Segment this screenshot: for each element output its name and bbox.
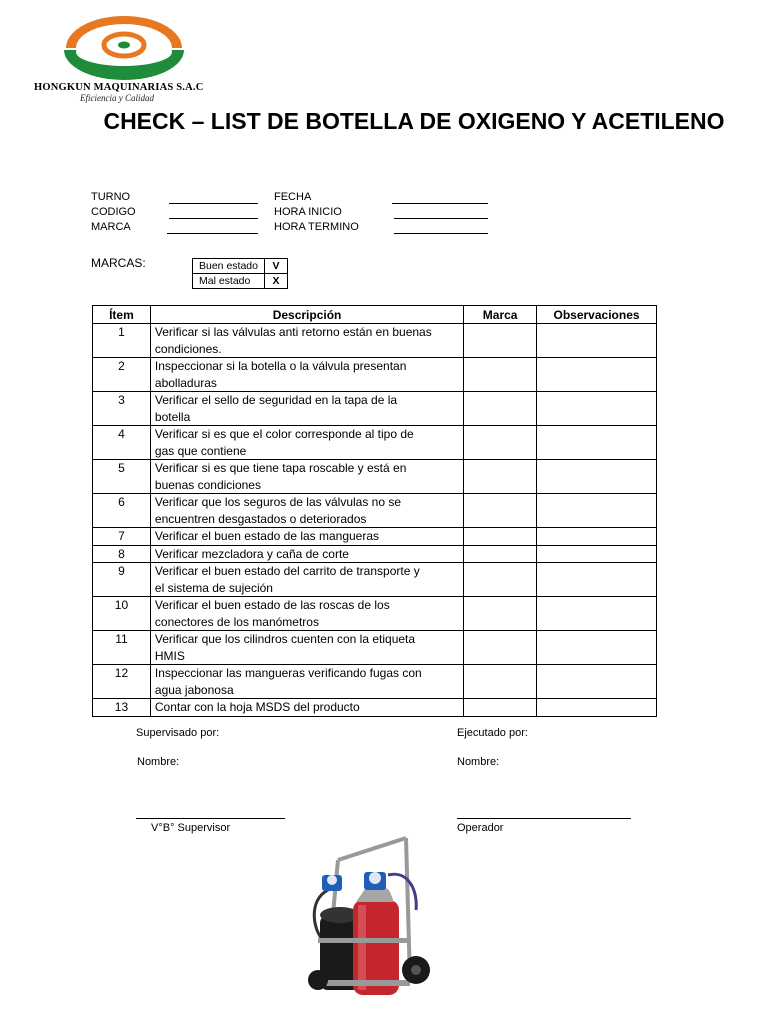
row-item-number: 5 xyxy=(93,460,151,494)
nombre-label-right: Nombre: xyxy=(457,756,500,768)
table-row xyxy=(93,699,657,717)
row-item-number: 6 xyxy=(93,494,151,528)
row-description-line: Verificar mezcladora y caña de corte xyxy=(154,546,349,561)
row-marca-cell[interactable] xyxy=(464,545,537,563)
row-marca-cell[interactable] xyxy=(464,392,537,426)
row-description xyxy=(150,528,463,546)
vb-supervisor-label: V°B° Supervisor xyxy=(151,822,231,834)
row-marca-cell[interactable] xyxy=(464,460,537,494)
row-description-line: abolladuras xyxy=(154,375,217,390)
row-description xyxy=(150,494,463,528)
row-description xyxy=(150,545,463,563)
row-description-line: agua jabonosa xyxy=(154,682,234,697)
row-observaciones-cell[interactable] xyxy=(537,597,657,631)
row-item-number: 11 xyxy=(93,631,151,665)
row-marca-cell[interactable] xyxy=(464,699,537,717)
operador-label: Operador xyxy=(457,822,504,834)
table-row xyxy=(93,494,657,528)
row-observaciones-cell[interactable] xyxy=(537,460,657,494)
field-line-hora-termino[interactable] xyxy=(394,233,488,234)
table-row xyxy=(93,597,657,631)
row-observaciones-cell[interactable] xyxy=(537,528,657,546)
operador-signature-line[interactable] xyxy=(457,818,631,819)
legend-code: V xyxy=(264,259,287,274)
row-description xyxy=(150,358,463,392)
row-item-number: 12 xyxy=(93,665,151,699)
row-description-line: botella xyxy=(154,409,191,424)
row-marca-cell[interactable] xyxy=(464,358,537,392)
checklist-table xyxy=(92,305,657,717)
row-description-line: HMIS xyxy=(154,648,185,663)
row-observaciones-cell[interactable] xyxy=(537,545,657,563)
legend-text: Buen estado xyxy=(193,259,265,274)
field-label-marca: MARCA xyxy=(91,221,131,233)
row-observaciones-cell[interactable] xyxy=(537,392,657,426)
header-marca: Marca xyxy=(464,306,537,324)
table-row xyxy=(93,545,657,563)
row-description-line: Verificar si es que tiene tapa roscable y está en xyxy=(154,461,407,475)
legend-text: Mal estado xyxy=(193,274,265,289)
company-name: HONGKUN MAQUINARIAS S.A.C xyxy=(34,82,204,93)
row-item-number: 8 xyxy=(93,545,151,563)
row-marca-cell[interactable] xyxy=(464,563,537,597)
row-observaciones-cell[interactable] xyxy=(537,665,657,699)
row-marca-cell[interactable] xyxy=(464,665,537,699)
row-description-line: conectores de los manómetros xyxy=(154,614,319,629)
row-marca-cell[interactable] xyxy=(464,631,537,665)
field-label-codigo: CODIGO xyxy=(91,206,136,218)
row-description xyxy=(150,597,463,631)
field-label-hora-termino: HORA TERMINO xyxy=(274,221,359,233)
field-label-turno: TURNO xyxy=(91,191,131,203)
row-marca-cell[interactable] xyxy=(464,426,537,460)
row-description xyxy=(150,426,463,460)
table-row xyxy=(93,528,657,546)
table-row xyxy=(93,665,657,699)
ejecutado-label: Ejecutado por: xyxy=(457,727,528,739)
field-label-fecha: FECHA xyxy=(274,191,312,203)
row-item-number: 1 xyxy=(93,324,151,358)
row-description xyxy=(150,699,463,717)
row-description xyxy=(150,665,463,699)
row-description xyxy=(150,563,463,597)
row-item-number: 3 xyxy=(93,392,151,426)
table-row xyxy=(93,324,657,358)
table-row xyxy=(93,392,657,426)
table-row xyxy=(93,460,657,494)
field-line-codigo[interactable] xyxy=(169,218,258,219)
supervisor-signature-line[interactable] xyxy=(136,818,285,819)
marcas-label: MARCAS: xyxy=(91,256,146,270)
row-description-line: Inspeccionar las mangueras verificando fugas con xyxy=(154,666,422,680)
row-observaciones-cell[interactable] xyxy=(537,324,657,358)
field-line-hora-inicio[interactable] xyxy=(394,218,488,219)
row-description xyxy=(150,392,463,426)
row-description-line: Verificar el buen estado de las roscas de los xyxy=(154,598,390,612)
marcas-legend xyxy=(192,258,288,289)
row-description-line: buenas condiciones xyxy=(154,477,261,492)
page-title: CHECK – LIST DE BOTELLA DE OXIGENO Y ACETILENO xyxy=(103,108,725,134)
row-description-line: Verificar el buen estado del carrito de transporte y xyxy=(154,564,420,578)
row-description xyxy=(150,460,463,494)
supervisado-label: Supervisado por: xyxy=(136,727,220,739)
legend-code: X xyxy=(264,274,287,289)
row-description-line: el sistema de sujeción xyxy=(154,580,273,595)
row-description-line: Verificar que los seguros de las válvulas no se xyxy=(154,495,402,509)
row-description-line: Verificar el sello de seguridad en la tapa de la xyxy=(154,393,398,407)
legend-row xyxy=(193,259,288,274)
row-marca-cell[interactable] xyxy=(464,528,537,546)
gas-cylinder-cart-image xyxy=(298,830,440,1000)
row-description-line: encuentren desgastados o deteriorados xyxy=(154,511,367,526)
row-description-line: Inspeccionar si la botella o la válvula presentan xyxy=(154,359,407,373)
row-description xyxy=(150,631,463,665)
nombre-label-left: Nombre: xyxy=(137,756,180,768)
table-row xyxy=(93,426,657,460)
header-item: Ítem xyxy=(93,306,151,324)
row-description-line: Verificar el buen estado de las mangueras xyxy=(154,529,380,543)
field-label-hora-inicio: HORA INICIO xyxy=(274,206,342,218)
row-observaciones-cell[interactable] xyxy=(537,699,657,717)
row-description-line: Verificar si las válvulas anti retorno están en buenas xyxy=(154,325,432,339)
row-description-line: Contar con la hoja MSDS del producto xyxy=(154,700,360,714)
legend-row xyxy=(193,274,288,289)
row-item-number: 4 xyxy=(93,426,151,460)
row-marca-cell[interactable] xyxy=(464,324,537,358)
header-descripcion: Descripción xyxy=(150,306,463,324)
row-marca-cell[interactable] xyxy=(464,597,537,631)
field-line-marca[interactable] xyxy=(167,233,258,234)
row-item-number: 7 xyxy=(93,528,151,546)
table-row xyxy=(93,563,657,597)
header-observaciones: Observaciones xyxy=(537,306,657,324)
company-slogan: Eficiencia y Calidad xyxy=(80,93,154,103)
row-observaciones-cell[interactable] xyxy=(537,494,657,528)
table-header-row xyxy=(93,306,657,324)
row-item-number: 13 xyxy=(93,699,151,717)
row-item-number: 2 xyxy=(93,358,151,392)
table-row xyxy=(93,631,657,665)
row-observaciones-cell[interactable] xyxy=(537,426,657,460)
row-observaciones-cell[interactable] xyxy=(537,563,657,597)
row-description-line: condiciones. xyxy=(154,341,222,356)
row-description-line: Verificar que los cilindros cuenten con la etiqueta xyxy=(154,632,416,646)
table-row xyxy=(93,358,657,392)
row-description xyxy=(150,324,463,358)
row-observaciones-cell[interactable] xyxy=(537,358,657,392)
row-marca-cell[interactable] xyxy=(464,494,537,528)
row-observaciones-cell[interactable] xyxy=(537,631,657,665)
field-line-fecha[interactable] xyxy=(392,203,488,204)
row-item-number: 10 xyxy=(93,597,151,631)
row-description-line: gas que contiene xyxy=(154,443,247,458)
row-description-line: Verificar si es que el color corresponde al tipo de xyxy=(154,427,414,441)
row-item-number: 9 xyxy=(93,563,151,597)
field-line-turno[interactable] xyxy=(169,203,258,204)
